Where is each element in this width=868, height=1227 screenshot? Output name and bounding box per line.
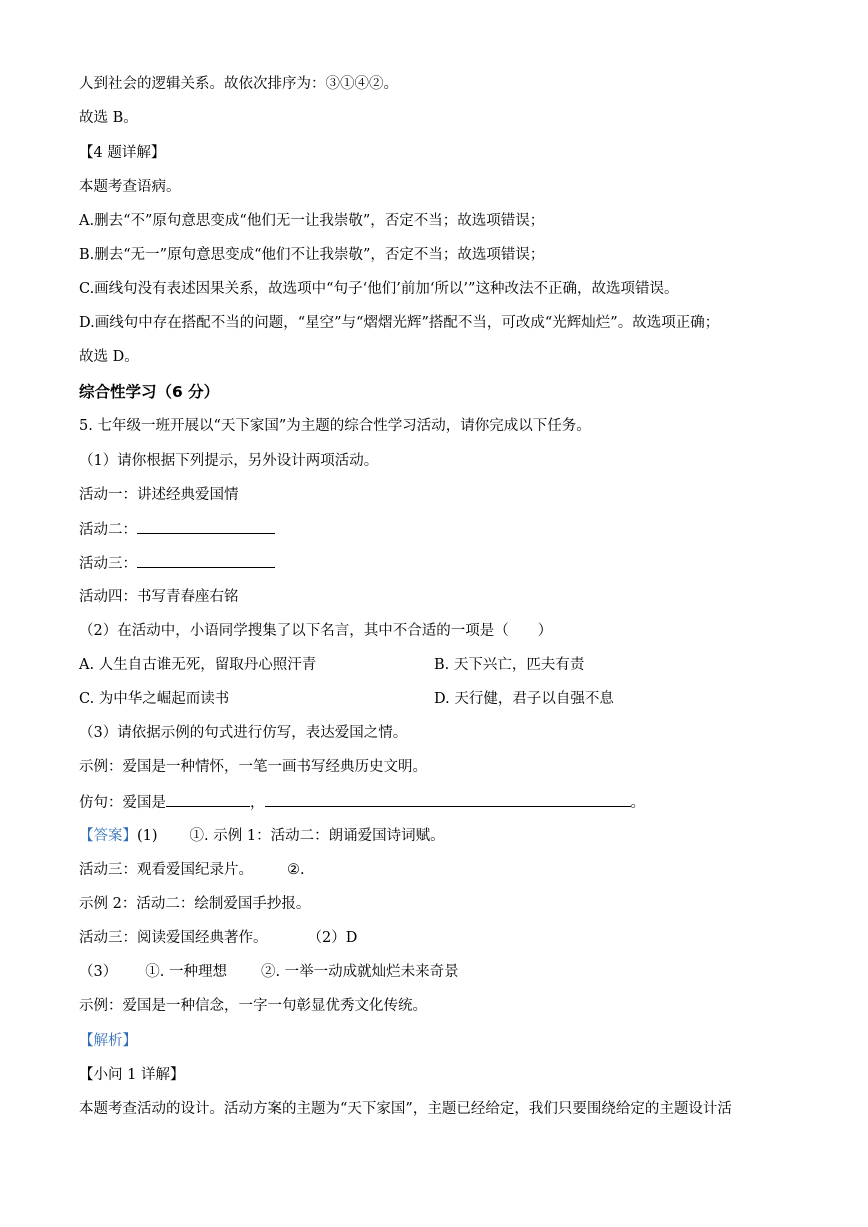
question-part-2: （2）在活动中，小语同学搜集了以下名言，其中不合适的一项是（ ） xyxy=(79,623,553,639)
answer-text: ②. 一举一动成就灿烂未来奇景 xyxy=(260,964,459,980)
answer-number: (1) xyxy=(137,828,158,844)
activity-1: 活动一：讲述经典爱国情 xyxy=(79,487,239,503)
answer-text: ①. 示例 1：活动二：朗诵爱国诗词赋。 xyxy=(189,828,445,844)
answer-text: 活动三：观看爱国纪录片。 xyxy=(79,862,253,878)
imitation-label: 仿句：爱国是 xyxy=(79,795,166,811)
analysis-tag: 【解析】 xyxy=(79,1033,137,1049)
option-a: A. 人生自古谁无死，留取丹心照汗青 xyxy=(79,657,317,673)
answer-part-2: （2）D xyxy=(307,930,358,946)
answer-line-5 xyxy=(79,962,459,982)
activity-2-label: 活动二： xyxy=(79,522,137,538)
answer-number: （3） xyxy=(79,964,118,980)
text-line: C.画线句没有表述因果关系，故选项中“句子‘他们’前加‘所以’”这种改法不正确，故选项错误。 xyxy=(79,281,679,297)
answer-text: ①. 一种理想 xyxy=(145,964,227,980)
activity-4: 活动四：书写青春座右铭 xyxy=(79,589,239,605)
text-line: 故选 B。 xyxy=(79,110,138,126)
answer-tag: 【答案】 xyxy=(79,828,137,844)
text-line: 人到社会的逻辑关系。故依次排序为：③①④②。 xyxy=(79,76,398,92)
activity-3-label: 活动三： xyxy=(79,556,137,572)
option-row xyxy=(79,689,229,709)
question-part-3: （3）请依据示例的句式进行仿写，表达爱国之情。 xyxy=(79,725,408,741)
option-b: B. 天下兴亡，匹夫有责 xyxy=(434,657,585,673)
option-d: D. 天行健，君子以自强不息 xyxy=(434,691,614,707)
answer-line-1 xyxy=(79,826,445,846)
question-part-1: （1）请你根据下列提示，另外设计两项活动。 xyxy=(79,453,379,469)
answer-mark: ②. xyxy=(287,862,305,878)
answer-blank xyxy=(166,792,250,807)
answer-line-2 xyxy=(79,860,305,880)
comma: ， xyxy=(250,795,265,811)
question-stem: 5. 七年级一班开展以“天下家国”为主题的综合性学习活动，请你完成以下任务。 xyxy=(79,418,591,434)
answer-blank xyxy=(137,519,275,534)
activity-2 xyxy=(79,519,275,540)
text-line: B.删去“无一”原句意思变成“他们不让我崇敬”，否定不当；故选项错误； xyxy=(79,247,545,263)
section-title: 综合性学习（6 分） xyxy=(79,383,220,401)
answer-line-6: 示例：爱国是一种信念，一字一句彰显优秀文化传统。 xyxy=(79,998,427,1014)
example-sentence: 示例：爱国是一种情怀，一笔一画书写经典历史文明。 xyxy=(79,759,427,775)
period: 。 xyxy=(630,795,645,811)
analysis-subheading: 【小问 1 详解】 xyxy=(79,1067,185,1083)
analysis-text: 本题考查活动的设计。活动方案的主题为“天下家国”，主题已经给定，我们只要围绕给定的主题设计活 xyxy=(79,1101,732,1117)
answer-line-3: 示例 2：活动二：绘制爱国手抄报。 xyxy=(79,896,311,912)
answer-blank xyxy=(265,792,631,807)
activity-3 xyxy=(79,553,275,574)
answer-line-4 xyxy=(79,928,357,948)
subheading: 【4 题详解】 xyxy=(79,145,166,161)
text-line: D.画线句中存在搭配不当的问题，“星空”与“熠熠光辉”搭配不当，可改成“光辉灿烂”。故选项正确； xyxy=(79,315,720,331)
text-line: 本题考查语病。 xyxy=(79,179,181,195)
text-line: A.删去“不”原句意思变成“他们无一让我崇敬”，否定不当；故选项错误； xyxy=(79,213,545,229)
imitation-line xyxy=(79,792,645,813)
answer-text: 活动三：阅读爱国经典著作。 xyxy=(79,930,268,946)
answer-blank xyxy=(137,553,275,568)
option-c: C. 为中华之崛起而读书 xyxy=(79,691,230,707)
text-line: 故选 D。 xyxy=(79,349,139,365)
option-row xyxy=(79,655,316,675)
